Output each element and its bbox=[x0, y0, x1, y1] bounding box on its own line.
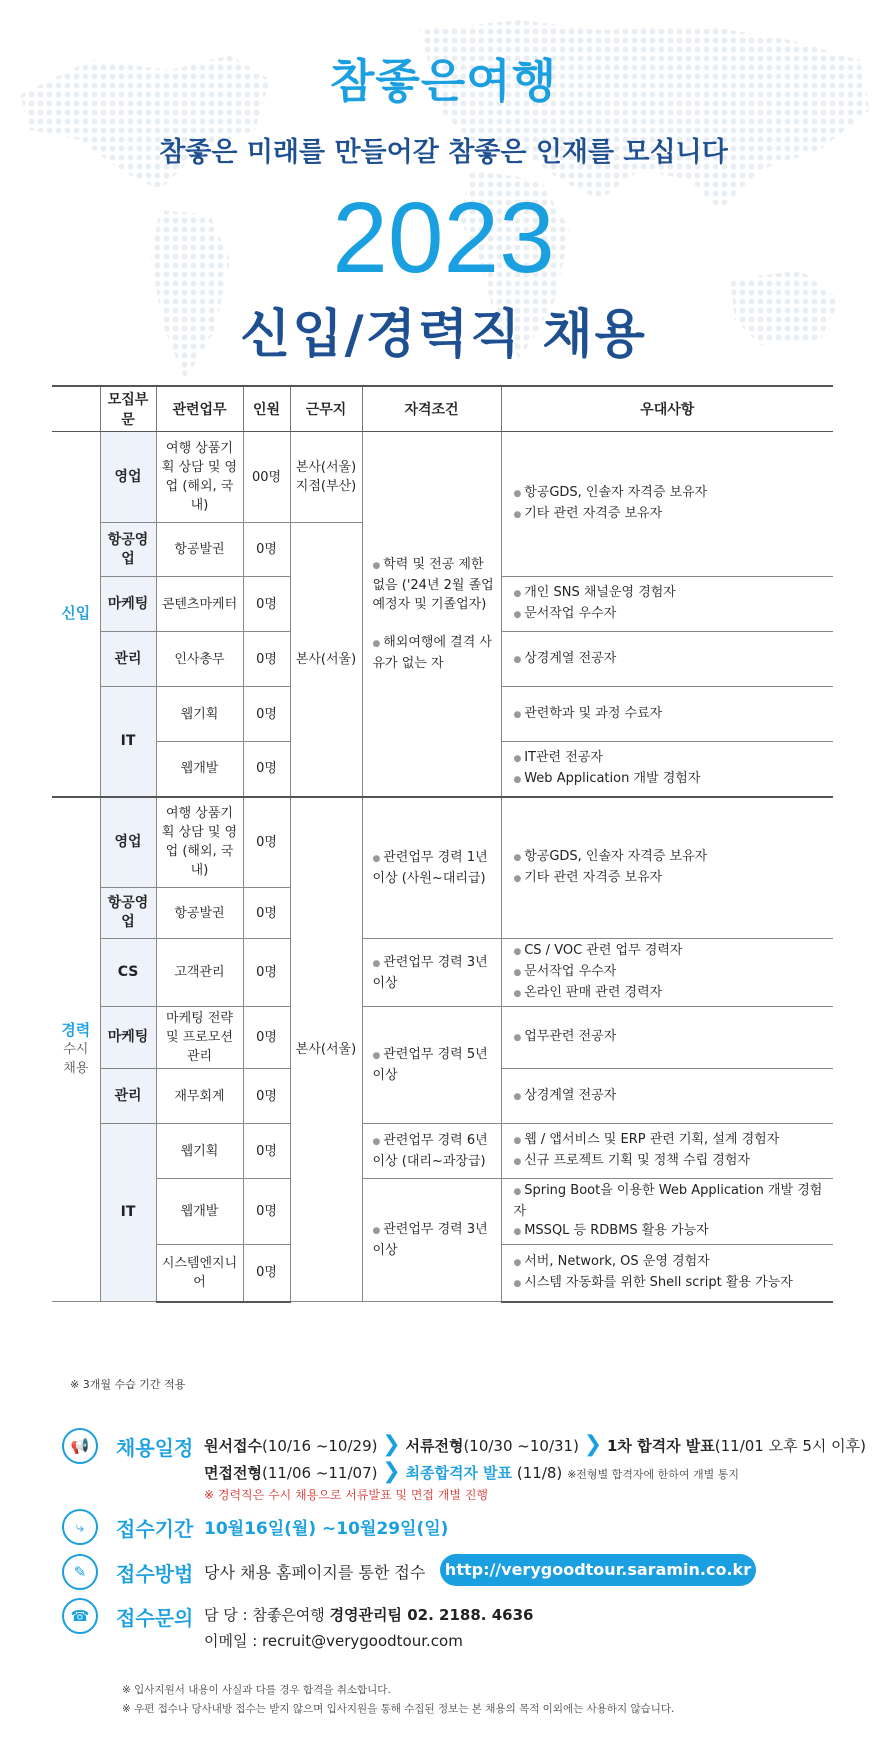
pref-item: ● 항공GDS, 인솔자 자격증 보유자 bbox=[514, 847, 830, 868]
footer-note-1: ※ 입사지원서 내용이 사실과 다를 경우 합격을 취소합니다. bbox=[122, 1684, 391, 1696]
column-header: 관련업무 bbox=[156, 386, 243, 432]
dept-cell: 마케팅 bbox=[100, 1007, 156, 1069]
column-header: 우대사항 bbox=[501, 386, 833, 432]
qual-cell bbox=[362, 1007, 501, 1124]
job-cell: 여행 상품기획 상담 및 영업 (해외, 국내) bbox=[156, 797, 243, 888]
arrow-icon: ❯ bbox=[583, 1432, 603, 1457]
step-date: (10/16 ~10/29) bbox=[261, 1437, 378, 1455]
pref-cell bbox=[501, 797, 833, 939]
period-value: 10월16일(월) ~10월29일(일) bbox=[204, 1519, 449, 1539]
table-header-row bbox=[52, 386, 833, 432]
arrow-icon: ❯ bbox=[382, 1432, 401, 1457]
dept-cell: 영업 bbox=[100, 432, 156, 523]
pref-item: ● 온라인 판매 관련 경력자 bbox=[514, 983, 830, 1004]
pref-cell bbox=[501, 1069, 833, 1124]
pref-item: ● Web Application 개발 경험자 bbox=[514, 769, 830, 790]
contact-label: 접수문의 bbox=[116, 1606, 194, 1630]
apply-url-link[interactable]: http://verygoodtour.saramin.co.kr bbox=[440, 1554, 756, 1586]
qual-item: ● 해외여행에 결격 사유가 없는 자 bbox=[373, 633, 497, 673]
pref-item: ● 개인 SNS 채널운영 경험자 bbox=[514, 583, 830, 604]
location-cell: 본사(서울) bbox=[290, 797, 362, 1302]
column-header: 자격조건 bbox=[362, 386, 501, 432]
method-value: 당사 채용 홈페이지를 통한 접수 bbox=[204, 1563, 426, 1582]
job-cell: 인사총무 bbox=[156, 632, 243, 687]
qual-item: ● 관련업무 경력 3년 이상 bbox=[373, 953, 497, 993]
schedule-line-2 bbox=[204, 1459, 739, 1484]
job-cell: 콘텐츠마케터 bbox=[156, 577, 243, 632]
document-icon: ✎ bbox=[62, 1554, 98, 1590]
pref-cell bbox=[501, 632, 833, 687]
recruitment-table bbox=[52, 385, 833, 1303]
pref-item: ● 상경계열 전공자 bbox=[514, 649, 830, 670]
count-cell: 0명 bbox=[243, 742, 290, 797]
pref-item: ● 상경계열 전공자 bbox=[514, 1086, 830, 1107]
step-date: (11/01 오후 5시 이후) bbox=[714, 1437, 866, 1455]
method-label: 접수방법 bbox=[116, 1562, 194, 1586]
count-cell: 0명 bbox=[243, 939, 290, 1007]
contact-phone: 02. 2188. 4636 bbox=[402, 1606, 534, 1624]
table-row bbox=[52, 1179, 833, 1245]
step-note: ※전형별 합격자에 한하여 개별 통지 bbox=[567, 1468, 740, 1481]
table-row bbox=[52, 432, 833, 523]
step-title: 면접전형 bbox=[204, 1464, 262, 1482]
arrow-icon: ❯ bbox=[382, 1459, 401, 1484]
pref-item: ● 문서작업 우수자 bbox=[514, 604, 830, 625]
dept-cell: 항공영업 bbox=[100, 888, 156, 939]
column-header: 모집부문 bbox=[100, 386, 156, 432]
step-title: 원서접수 bbox=[204, 1437, 262, 1455]
job-cell: 웹개발 bbox=[156, 742, 243, 797]
contact-line-1 bbox=[204, 1604, 533, 1625]
dept-cell: 관리 bbox=[100, 1069, 156, 1124]
brand-logo: 참좋은여행 bbox=[329, 54, 558, 108]
pref-item: ● 항공GDS, 인솔자 자격증 보유자 bbox=[514, 483, 830, 504]
group-subtitle: 수시 채용 bbox=[63, 1041, 89, 1076]
qual-item: ● 관련업무 경력 3년 이상 bbox=[373, 1220, 497, 1260]
qual-cell bbox=[362, 432, 501, 797]
pref-cell bbox=[501, 1179, 833, 1245]
pref-cell bbox=[501, 742, 833, 797]
pref-cell bbox=[501, 1124, 833, 1179]
recruit-year: 2023 bbox=[332, 182, 555, 294]
schedule-label: 채용일정 bbox=[116, 1436, 194, 1460]
qual-item: ● 관련업무 경력 6년 이상 (대리~과장급) bbox=[373, 1131, 497, 1171]
dept-cell: IT bbox=[100, 1124, 156, 1302]
table-row bbox=[52, 1007, 833, 1069]
step-title: 최종합격자 발표 bbox=[405, 1464, 513, 1482]
dept-cell: 마케팅 bbox=[100, 577, 156, 632]
qual-cell bbox=[362, 797, 501, 939]
count-cell: 0명 bbox=[243, 523, 290, 577]
table-row bbox=[52, 939, 833, 1007]
job-cell: 시스템엔지니어 bbox=[156, 1245, 243, 1302]
job-cell: 여행 상품기획 상담 및 영업 (해외, 국내) bbox=[156, 432, 243, 523]
location-cell: 본사(서울) bbox=[290, 523, 362, 797]
step-title: 1차 합격자 발표 bbox=[606, 1437, 715, 1455]
pref-item: ● Spring Boot을 이용한 Web Application 개발 경험자 bbox=[514, 1181, 830, 1221]
pref-cell bbox=[501, 432, 833, 577]
job-cell: 재무회계 bbox=[156, 1069, 243, 1124]
count-cell: 0명 bbox=[243, 1007, 290, 1069]
group-label: 신입 bbox=[52, 432, 100, 797]
pref-item: ● 기타 관련 자격증 보유자 bbox=[514, 868, 830, 889]
schedule-line-1 bbox=[204, 1432, 866, 1457]
job-cell: 웹기획 bbox=[156, 1124, 243, 1179]
count-cell: 0명 bbox=[243, 687, 290, 742]
pref-item: ● 서버, Network, OS 운영 경험자 bbox=[514, 1252, 830, 1273]
qual-cell bbox=[362, 939, 501, 1007]
contact-team: 경영관리팀 bbox=[329, 1606, 403, 1624]
dept-cell: 관리 bbox=[100, 632, 156, 687]
count-cell: 0명 bbox=[243, 1179, 290, 1245]
dept-cell: 항공영업 bbox=[100, 523, 156, 577]
probation-note: ※ 3개월 수습 기간 적용 bbox=[70, 1378, 186, 1391]
count-cell: 0명 bbox=[243, 577, 290, 632]
group-label bbox=[52, 797, 100, 1302]
pref-cell bbox=[501, 687, 833, 742]
pref-item: ● 관련학과 및 과정 수료자 bbox=[514, 704, 830, 725]
count-cell: 0명 bbox=[243, 797, 290, 888]
job-cell: 웹개발 bbox=[156, 1179, 243, 1245]
count-cell: 0명 bbox=[243, 1069, 290, 1124]
qual-item: ● 관련업무 경력 1년 이상 (사원~대리급) bbox=[373, 848, 497, 888]
job-cell: 항공발권 bbox=[156, 523, 243, 577]
pref-item: ● 기타 관련 자격증 보유자 bbox=[514, 504, 830, 525]
step-date: (11/8) bbox=[512, 1464, 563, 1482]
pref-item: ● 시스템 자동화를 위한 Shell script 활용 가능자 bbox=[514, 1273, 830, 1294]
qual-cell bbox=[362, 1124, 501, 1179]
page-title: 신입/경력직 채용 bbox=[240, 305, 647, 365]
column-header: 근무지 bbox=[290, 386, 362, 432]
count-cell: 0명 bbox=[243, 1245, 290, 1302]
count-cell: 0명 bbox=[243, 888, 290, 939]
tagline: 참좋은 미래를 만들어갈 참좋은 인재를 모십니다 bbox=[159, 137, 728, 168]
period-label: 접수기간 bbox=[116, 1517, 194, 1541]
dept-cell: IT bbox=[100, 687, 156, 797]
table-row bbox=[52, 1124, 833, 1179]
contact-person: 담 당 : 참좋은여행 bbox=[204, 1606, 330, 1624]
phone-icon: ☎ bbox=[62, 1598, 98, 1634]
contact-email: 이메일 : recruit@verygoodtour.com bbox=[204, 1632, 463, 1650]
pref-item: ● 웹 / 앱서비스 및 ERP 관련 기획, 설계 경험자 bbox=[514, 1130, 830, 1151]
column-header bbox=[52, 386, 100, 432]
pref-item: ● MSSQL 등 RDBMS 활용 가능자 bbox=[514, 1221, 830, 1242]
pref-cell bbox=[501, 939, 833, 1007]
pref-item: ● 신규 프로젝트 기획 및 정책 수립 경험자 bbox=[514, 1151, 830, 1172]
share-icon: ⤷ bbox=[62, 1509, 98, 1545]
megaphone-icon: 📢 bbox=[62, 1428, 98, 1464]
column-header: 인원 bbox=[243, 386, 290, 432]
qual-cell bbox=[362, 1179, 501, 1302]
footer-note-2: ※ 우편 접수나 당사내방 접수는 받지 않으며 입사지원을 통해 수집된 정보는 본 채용의 목적 이외에는 사용하지 않습니다. bbox=[122, 1703, 675, 1715]
qual-item: ● 관련업무 경력 5년 이상 bbox=[373, 1045, 497, 1085]
count-cell: 0명 bbox=[243, 1124, 290, 1179]
step-date: (11/06 ~11/07) bbox=[261, 1464, 378, 1482]
step-date: (10/30 ~10/31) bbox=[463, 1437, 579, 1455]
pref-item: ● 문서작업 우수자 bbox=[514, 962, 830, 983]
group-title: 경력 bbox=[61, 1020, 91, 1039]
job-cell: 고객관리 bbox=[156, 939, 243, 1007]
location-cell: 본사(서울) 지점(부산) bbox=[290, 432, 362, 523]
career-note: ※ 경력직은 수시 채용으로 서류발표 및 면접 개별 진행 bbox=[204, 1488, 489, 1502]
step-title: 서류전형 bbox=[405, 1437, 464, 1455]
pref-cell bbox=[501, 1245, 833, 1302]
pref-cell bbox=[501, 1007, 833, 1069]
count-cell: 00명 bbox=[243, 432, 290, 523]
pref-item: ● CS / VOC 관련 업무 경력자 bbox=[514, 941, 830, 962]
pref-item: ● 업무관련 전공자 bbox=[514, 1027, 830, 1048]
pref-item: ● IT관련 전공자 bbox=[514, 748, 830, 769]
job-cell: 항공발권 bbox=[156, 888, 243, 939]
pref-cell bbox=[501, 577, 833, 632]
job-cell: 웹기획 bbox=[156, 687, 243, 742]
qual-item: ● 학력 및 전공 제한 없음 ('24년 2월 졸업예정자 및 기졸업자) bbox=[373, 555, 497, 614]
dept-cell: CS bbox=[100, 939, 156, 1007]
dept-cell: 영업 bbox=[100, 797, 156, 888]
job-cell: 마케팅 전략 및 프로모션 관리 bbox=[156, 1007, 243, 1069]
count-cell: 0명 bbox=[243, 632, 290, 687]
table-row bbox=[52, 797, 833, 888]
